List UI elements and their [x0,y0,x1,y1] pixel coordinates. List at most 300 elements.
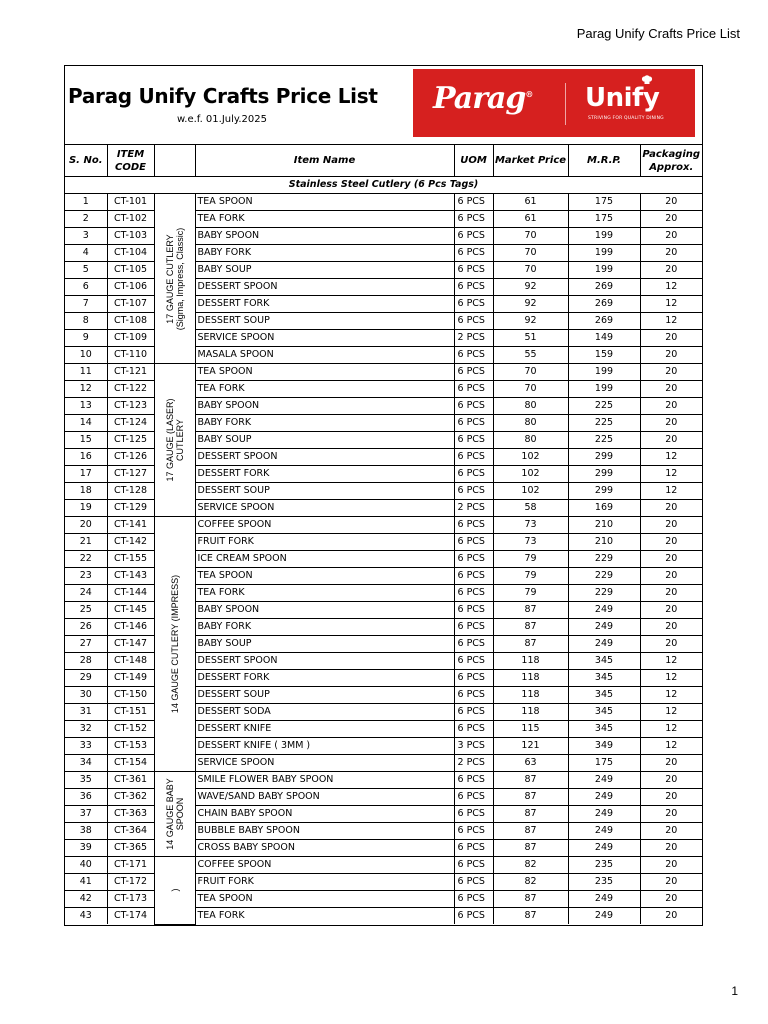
cell-packaging: 20 [640,432,702,449]
cell-item-code: CT-109 [107,330,154,347]
cell-item-name: COFFEE SPOON [195,857,454,874]
cell-mrp: 249 [568,806,640,823]
cell-item-code: CT-152 [107,721,154,738]
cell-uom: 6 PCS [454,670,493,687]
cell-item-name: MASALA SPOON [195,347,454,364]
cell-mrp: 249 [568,840,640,857]
cell-item-code: CT-172 [107,874,154,891]
cell-uom: 6 PCS [454,466,493,483]
cell-uom: 6 PCS [454,245,493,262]
header-group [154,145,195,177]
cell-packaging: 20 [640,636,702,653]
cell-uom: 6 PCS [454,483,493,500]
cell-market-price: 87 [493,772,568,789]
cell-item-code: CT-146 [107,619,154,636]
table-row [65,517,702,534]
cell-packaging: 20 [640,806,702,823]
cell-mrp: 175 [568,755,640,772]
cell-uom: 6 PCS [454,653,493,670]
cell-market-price: 80 [493,415,568,432]
cell-item-name: FRUIT FORK [195,534,454,551]
cell-mrp: 299 [568,483,640,500]
cell-packaging: 20 [640,398,702,415]
cell-item-code: CT-149 [107,670,154,687]
cell-item-code: CT-110 [107,347,154,364]
cell-market-price: 73 [493,517,568,534]
cell-packaging: 20 [640,908,702,925]
cell-market-price: 70 [493,245,568,262]
cell-item-name: TEA SPOON [195,568,454,585]
cell-market-price: 79 [493,568,568,585]
cell-sno: 41 [65,874,107,891]
header-sno: S. No. [65,145,107,177]
cell-sno: 5 [65,262,107,279]
cell-sno: 38 [65,823,107,840]
cell-item-code: CT-147 [107,636,154,653]
cell-uom: 2 PCS [454,500,493,517]
cell-sno: 1 [65,194,107,211]
cell-item-name: BABY FORK [195,619,454,636]
cell-market-price: 58 [493,500,568,517]
cell-item-code: CT-102 [107,211,154,228]
group-label-cell [154,772,195,857]
header-mrp: M.R.P. [568,145,640,177]
cell-sno: 2 [65,211,107,228]
cell-market-price: 61 [493,194,568,211]
cell-uom: 6 PCS [454,262,493,279]
cell-mrp: 229 [568,568,640,585]
cell-sno: 11 [65,364,107,381]
cell-sno: 43 [65,908,107,925]
cell-item-name: DESSERT SOUP [195,483,454,500]
cell-item-code: CT-363 [107,806,154,823]
cell-packaging: 12 [640,704,702,721]
group-label-cell [154,364,195,517]
cell-item-code: CT-171 [107,857,154,874]
cell-item-name: DESSERT KNIFE [195,721,454,738]
cell-item-code: CT-129 [107,500,154,517]
cell-item-code: CT-126 [107,449,154,466]
cell-item-name: SERVICE SPOON [195,500,454,517]
cell-market-price: 87 [493,636,568,653]
cell-mrp: 199 [568,245,640,262]
cell-item-name: DESSERT FORK [195,296,454,313]
section-title-row [65,177,702,194]
cell-sno: 14 [65,415,107,432]
cell-mrp: 175 [568,194,640,211]
cell-item-code: CT-128 [107,483,154,500]
table-row [65,194,702,211]
cell-market-price: 87 [493,840,568,857]
cell-sno: 29 [65,670,107,687]
cell-packaging: 20 [640,262,702,279]
cell-item-code: CT-364 [107,823,154,840]
cell-mrp: 345 [568,721,640,738]
cell-mrp: 210 [568,534,640,551]
cell-uom: 6 PCS [454,721,493,738]
cell-market-price: 115 [493,721,568,738]
logo-tagline: STRIVING FOR QUALITY DINING [588,116,664,121]
cell-packaging: 20 [640,619,702,636]
cell-mrp: 249 [568,891,640,908]
cell-packaging: 20 [640,602,702,619]
cell-item-code: CT-365 [107,840,154,857]
cell-item-name: BUBBLE BABY SPOON [195,823,454,840]
cell-item-name: TEA SPOON [195,364,454,381]
cell-item-name: DESSERT FORK [195,466,454,483]
section-title: Stainless Steel Cutlery (6 Pcs Tags) [65,177,702,194]
cell-item-name: DESSERT SPOON [195,279,454,296]
cell-sno: 10 [65,347,107,364]
cell-packaging: 20 [640,245,702,262]
cell-market-price: 102 [493,466,568,483]
cell-mrp: 199 [568,364,640,381]
cell-uom: 6 PCS [454,381,493,398]
cell-item-name: SERVICE SPOON [195,755,454,772]
cell-sno: 25 [65,602,107,619]
cell-packaging: 12 [640,466,702,483]
cell-mrp: 345 [568,670,640,687]
cell-item-code: CT-145 [107,602,154,619]
cell-mrp: 345 [568,653,640,670]
cell-mrp: 345 [568,704,640,721]
cell-item-code: CT-125 [107,432,154,449]
cell-uom: 6 PCS [454,636,493,653]
brand-logo [413,69,695,137]
cell-uom: 6 PCS [454,364,493,381]
cell-uom: 6 PCS [454,840,493,857]
cell-sno: 36 [65,789,107,806]
cell-packaging: 12 [640,449,702,466]
page-header-title: Parag Unify Crafts Price List [576,26,740,41]
cell-market-price: 82 [493,857,568,874]
cell-uom: 6 PCS [454,687,493,704]
cell-sno: 17 [65,466,107,483]
cell-item-name: TEA FORK [195,381,454,398]
cell-item-code: CT-153 [107,738,154,755]
cell-uom: 6 PCS [454,415,493,432]
cell-item-code: CT-154 [107,755,154,772]
header-item-name: Item Name [195,145,454,177]
cell-market-price: 70 [493,364,568,381]
cell-item-name: BABY FORK [195,245,454,262]
cell-uom: 6 PCS [454,585,493,602]
cell-packaging: 20 [640,517,702,534]
cell-item-code: CT-121 [107,364,154,381]
cell-sno: 39 [65,840,107,857]
page-number: 1 [731,984,738,998]
cell-packaging: 12 [640,721,702,738]
cell-item-code: CT-148 [107,653,154,670]
cell-market-price: 118 [493,670,568,687]
cell-sno: 6 [65,279,107,296]
cell-sno: 23 [65,568,107,585]
cell-packaging: 20 [640,840,702,857]
cell-market-price: 87 [493,823,568,840]
cell-uom: 6 PCS [454,602,493,619]
cell-packaging: 20 [640,874,702,891]
cell-item-name: DESSERT FORK [195,670,454,687]
cell-uom: 6 PCS [454,857,493,874]
cell-packaging: 20 [640,534,702,551]
cell-mrp: 249 [568,823,640,840]
cell-item-code: CT-143 [107,568,154,585]
cell-mrp: 199 [568,262,640,279]
cell-item-name: DESSERT SODA [195,704,454,721]
cell-market-price: 118 [493,704,568,721]
title-block [65,66,702,145]
cell-market-price: 92 [493,313,568,330]
cell-mrp: 269 [568,313,640,330]
cell-uom: 6 PCS [454,551,493,568]
cell-packaging: 12 [640,670,702,687]
cell-packaging: 20 [640,381,702,398]
cell-mrp: 249 [568,636,640,653]
logo-divider [565,83,566,125]
cell-item-name: FRUIT FORK [195,874,454,891]
cell-market-price: 87 [493,602,568,619]
cell-uom: 6 PCS [454,891,493,908]
cell-item-name: BABY SOUP [195,262,454,279]
cell-mrp: 175 [568,211,640,228]
cell-sno: 4 [65,245,107,262]
cell-item-code: CT-173 [107,891,154,908]
cell-packaging: 20 [640,194,702,211]
cell-item-name: TEA SPOON [195,194,454,211]
cell-item-name: DESSERT SPOON [195,653,454,670]
cell-item-code: CT-362 [107,789,154,806]
cell-mrp: 249 [568,772,640,789]
cell-item-code: CT-141 [107,517,154,534]
group-label-cell [154,517,195,772]
cell-uom: 6 PCS [454,806,493,823]
cell-sno: 24 [65,585,107,602]
cell-mrp: 345 [568,687,640,704]
cell-sno: 20 [65,517,107,534]
header-item-code: ITEM CODE [107,145,154,177]
group-label-cell [154,194,195,364]
cell-sno: 16 [65,449,107,466]
cell-mrp: 299 [568,449,640,466]
cell-market-price: 80 [493,432,568,449]
cell-uom: 6 PCS [454,568,493,585]
cell-market-price: 61 [493,211,568,228]
cell-packaging: 20 [640,857,702,874]
cell-sno: 9 [65,330,107,347]
cell-item-name: BABY FORK [195,415,454,432]
cell-sno: 27 [65,636,107,653]
cell-uom: 6 PCS [454,823,493,840]
cell-item-name: COFFEE SPOON [195,517,454,534]
cell-market-price: 118 [493,687,568,704]
cell-item-name: BABY SPOON [195,602,454,619]
cell-item-code: CT-101 [107,194,154,211]
group-label: 17 GAUGE (LASER) CUTLERY [164,398,185,482]
cell-market-price: 87 [493,789,568,806]
cell-market-price: 87 [493,908,568,925]
cell-packaging: 20 [640,772,702,789]
cell-uom: 6 PCS [454,296,493,313]
cell-sno: 34 [65,755,107,772]
cell-item-code: CT-150 [107,687,154,704]
cell-uom: 6 PCS [454,279,493,296]
cell-uom: 6 PCS [454,194,493,211]
cell-sno: 42 [65,891,107,908]
cell-packaging: 12 [640,313,702,330]
table-row [65,857,702,874]
cell-uom: 3 PCS [454,738,493,755]
cell-item-code: CT-104 [107,245,154,262]
cell-packaging: 20 [640,585,702,602]
cell-packaging: 12 [640,687,702,704]
cell-item-code: CT-106 [107,279,154,296]
cell-item-name: DESSERT SPOON [195,449,454,466]
cell-mrp: 225 [568,398,640,415]
group-label: 14 GAUGE CUTLERY (IMPRESS) [169,574,180,714]
cell-sno: 22 [65,551,107,568]
cell-uom: 6 PCS [454,432,493,449]
cell-market-price: 87 [493,891,568,908]
cell-market-price: 70 [493,262,568,279]
cell-uom: 6 PCS [454,449,493,466]
cell-market-price: 87 [493,619,568,636]
cell-packaging: 20 [640,364,702,381]
cell-sno: 18 [65,483,107,500]
cell-item-code: CT-174 [107,908,154,925]
cell-sno: 37 [65,806,107,823]
cell-packaging: 20 [640,551,702,568]
effective-date: w.e.f. 01.July.2025 [177,114,268,125]
cell-packaging: 20 [640,789,702,806]
cell-sno: 8 [65,313,107,330]
cell-item-name: SMILE FLOWER BABY SPOON [195,772,454,789]
group-label: 14 GAUGE BABY SPOON [164,778,185,850]
cell-uom: 6 PCS [454,789,493,806]
cell-uom: 6 PCS [454,772,493,789]
cell-packaging: 20 [640,330,702,347]
cell-mrp: 225 [568,432,640,449]
cell-mrp: 229 [568,551,640,568]
cell-market-price: 92 [493,279,568,296]
cell-item-code: CT-127 [107,466,154,483]
cell-packaging: 20 [640,500,702,517]
cell-mrp: 269 [568,296,640,313]
cell-mrp: 349 [568,738,640,755]
cell-packaging: 20 [640,891,702,908]
cell-item-name: BABY SOUP [195,432,454,449]
cell-mrp: 249 [568,602,640,619]
cell-item-name: BABY SPOON [195,228,454,245]
cell-uom: 6 PCS [454,874,493,891]
cell-item-name: DESSERT SOUP [195,687,454,704]
cell-sno: 28 [65,653,107,670]
cell-item-name: BABY SOUP [195,636,454,653]
cell-item-name: SERVICE SPOON [195,330,454,347]
cell-market-price: 79 [493,551,568,568]
parag-logo: Parag® [433,81,533,116]
group-label: 17 GAUGE CUTLERY (Sigma, Impress, Classic) [164,227,185,330]
cell-market-price: 55 [493,347,568,364]
cell-sno: 40 [65,857,107,874]
cell-uom: 2 PCS [454,330,493,347]
cell-uom: 6 PCS [454,228,493,245]
cell-uom: 6 PCS [454,398,493,415]
cell-packaging: 20 [640,347,702,364]
cell-item-code: CT-107 [107,296,154,313]
cell-item-name: CHAIN BABY SPOON [195,806,454,823]
cell-item-code: CT-122 [107,381,154,398]
table-row [65,772,702,789]
price-table [65,145,702,925]
cell-market-price: 102 [493,483,568,500]
cell-packaging: 12 [640,483,702,500]
cell-mrp: 159 [568,347,640,364]
cell-uom: 6 PCS [454,908,493,925]
cell-item-name: TEA FORK [195,585,454,602]
cell-sno: 31 [65,704,107,721]
cell-uom: 6 PCS [454,517,493,534]
cell-market-price: 82 [493,874,568,891]
cell-packaging: 20 [640,211,702,228]
cell-sno: 3 [65,228,107,245]
cell-sno: 13 [65,398,107,415]
cell-market-price: 121 [493,738,568,755]
cell-item-name: CROSS BABY SPOON [195,840,454,857]
cell-mrp: 149 [568,330,640,347]
cell-item-name: ICE CREAM SPOON [195,551,454,568]
cell-mrp: 235 [568,857,640,874]
cell-item-code: CT-155 [107,551,154,568]
cell-uom: 6 PCS [454,347,493,364]
cell-sno: 35 [65,772,107,789]
group-label: ) [169,888,180,892]
header-market-price: Market Price [493,145,568,177]
cell-mrp: 249 [568,789,640,806]
cell-item-name: WAVE/SAND BABY SPOON [195,789,454,806]
price-list-sheet [64,65,703,926]
cell-mrp: 269 [568,279,640,296]
cell-sno: 26 [65,619,107,636]
cell-item-code: CT-123 [107,398,154,415]
cell-packaging: 20 [640,823,702,840]
cell-market-price: 70 [493,381,568,398]
cell-packaging: 12 [640,279,702,296]
cell-uom: 6 PCS [454,619,493,636]
cell-sno: 7 [65,296,107,313]
cell-packaging: 12 [640,296,702,313]
cell-uom: 6 PCS [454,313,493,330]
cell-mrp: 210 [568,517,640,534]
table-row [65,364,702,381]
cell-packaging: 20 [640,228,702,245]
cell-mrp: 199 [568,381,640,398]
cell-item-name: DESSERT SOUP [195,313,454,330]
cell-sno: 30 [65,687,107,704]
cell-item-code: CT-105 [107,262,154,279]
cell-mrp: 225 [568,415,640,432]
cell-mrp: 235 [568,874,640,891]
cell-sno: 19 [65,500,107,517]
cell-mrp: 299 [568,466,640,483]
cell-market-price: 79 [493,585,568,602]
cell-sno: 12 [65,381,107,398]
cell-item-name: BABY SPOON [195,398,454,415]
cell-item-code: CT-124 [107,415,154,432]
cell-mrp: 249 [568,619,640,636]
cell-mrp: 199 [568,228,640,245]
cell-market-price: 80 [493,398,568,415]
unify-logo: Unify [585,83,660,113]
